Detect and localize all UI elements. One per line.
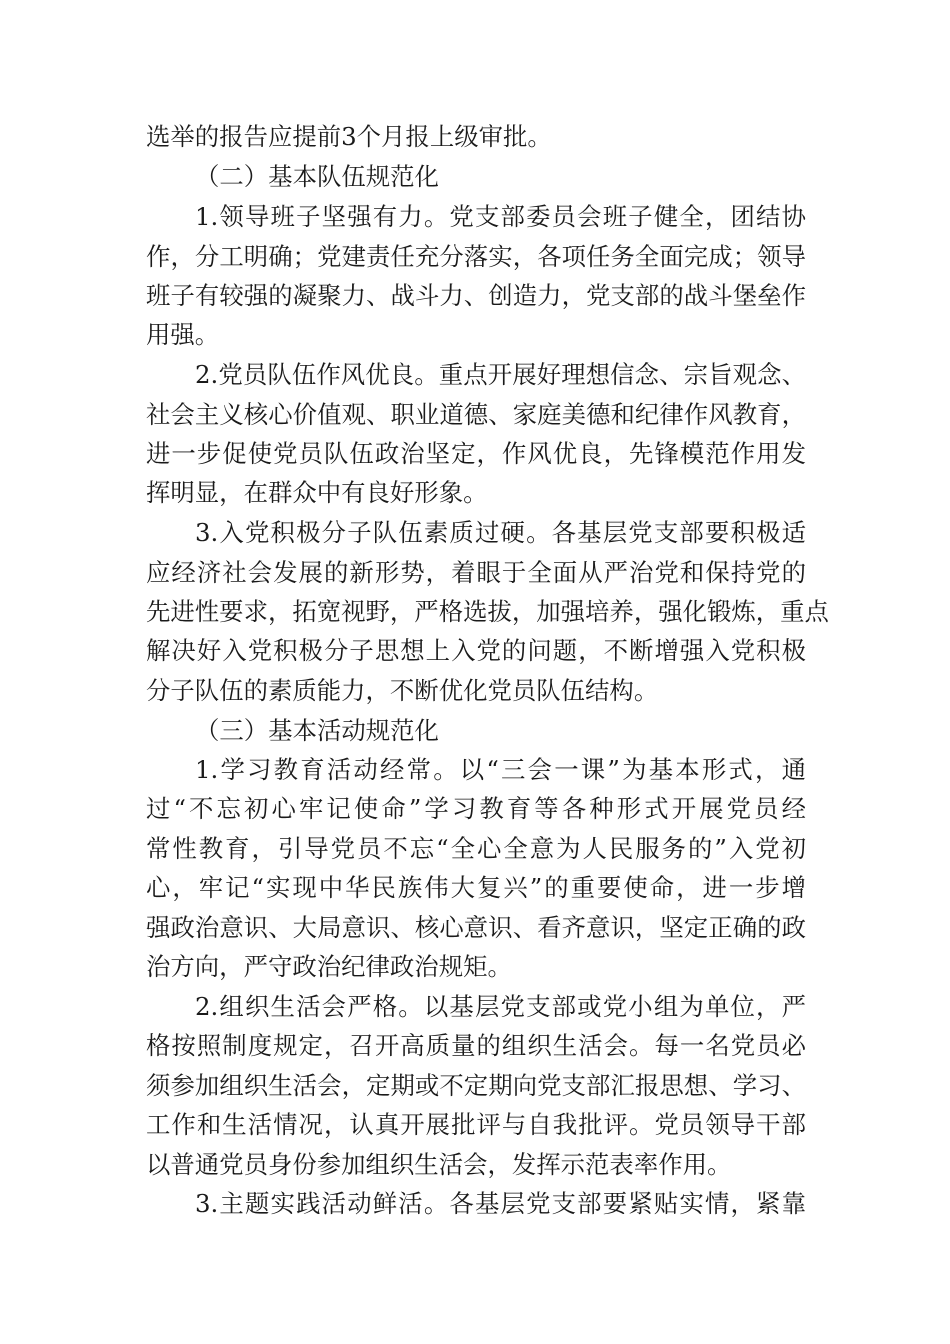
text-line: 格按照制度规定，召开高质量的组织生活会。每一名党员必 bbox=[146, 1031, 806, 1060]
text-line: 以普通党员身份参加组织生活会，发挥示范表率作用。 bbox=[146, 1150, 732, 1179]
text-line: 3.入党积极分子队伍素质过硬。各基层党支部要积极适 bbox=[195, 518, 806, 547]
text-line: 先进性要求，拓宽视野，严格选拔，加强培养，强化锻炼，重点 bbox=[146, 597, 829, 626]
text-line: 3.主题实践活动鲜活。各基层党支部要紧贴实情，紧靠 bbox=[195, 1189, 806, 1218]
section-heading: （二）基本队伍规范化 bbox=[195, 162, 439, 191]
text-line: 工作和生活情况，认真开展批评与自我批评。党员领导干部 bbox=[146, 1110, 806, 1139]
text-line: 作，分工明确；党建责任充分落实，各项任务全面完成；领导 bbox=[146, 242, 806, 271]
text-line: 强政治意识、大局意识、核心意识、看齐意识，坚定正确的政 bbox=[146, 913, 806, 942]
text-line: 进一步促使党员队伍政治坚定，作风优良，先锋模范作用发 bbox=[146, 439, 806, 468]
text-line: 分子队伍的素质能力，不断优化党员队伍结构。 bbox=[146, 676, 659, 705]
text-line: 1.领导班子坚强有力。党支部委员会班子健全，团结协 bbox=[195, 202, 806, 231]
text-line: 用强。 bbox=[146, 320, 220, 349]
text-line: 社会主义核心价值观、职业道德、家庭美德和纪律作风教育， bbox=[146, 400, 806, 429]
text-line: 须参加组织生活会，定期或不定期向党支部汇报思想、学习、 bbox=[146, 1071, 806, 1100]
text-line: 1.学习教育活动经常。以“三会一课”为基本形式，通 bbox=[195, 755, 806, 784]
text-line: 解决好入党积极分子思想上入党的问题，不断增强入党积极 bbox=[146, 636, 806, 665]
text-line: 心，牢记“实现中华民族伟大复兴”的重要使命，进一步增 bbox=[146, 873, 806, 902]
text-line: 2.组织生活会严格。以基层党支部或党小组为单位，严 bbox=[195, 992, 806, 1021]
section-heading: （三）基本活动规范化 bbox=[195, 716, 439, 745]
text-line: 治方向，严守政治纪律政治规矩。 bbox=[146, 952, 512, 981]
text-line: 过“不忘初心牢记使命”学习教育等各种形式开展党员经 bbox=[146, 794, 806, 823]
text-line: 挥明显，在群众中有良好形象。 bbox=[146, 478, 488, 507]
text-line: 选举的报告应提前3个月报上级审批。 bbox=[146, 122, 552, 151]
text-line: 应经济社会发展的新形势，着眼于全面从严治党和保持党的 bbox=[146, 558, 806, 587]
text-line: 2.党员队伍作风优良。重点开展好理想信念、宗旨观念、 bbox=[195, 360, 806, 389]
text-line: 班子有较强的凝聚力、战斗力、创造力，党支部的战斗堡垒作 bbox=[146, 281, 806, 310]
text-line: 常性教育，引导党员不忘“全心全意为人民服务的”入党初 bbox=[146, 834, 806, 863]
